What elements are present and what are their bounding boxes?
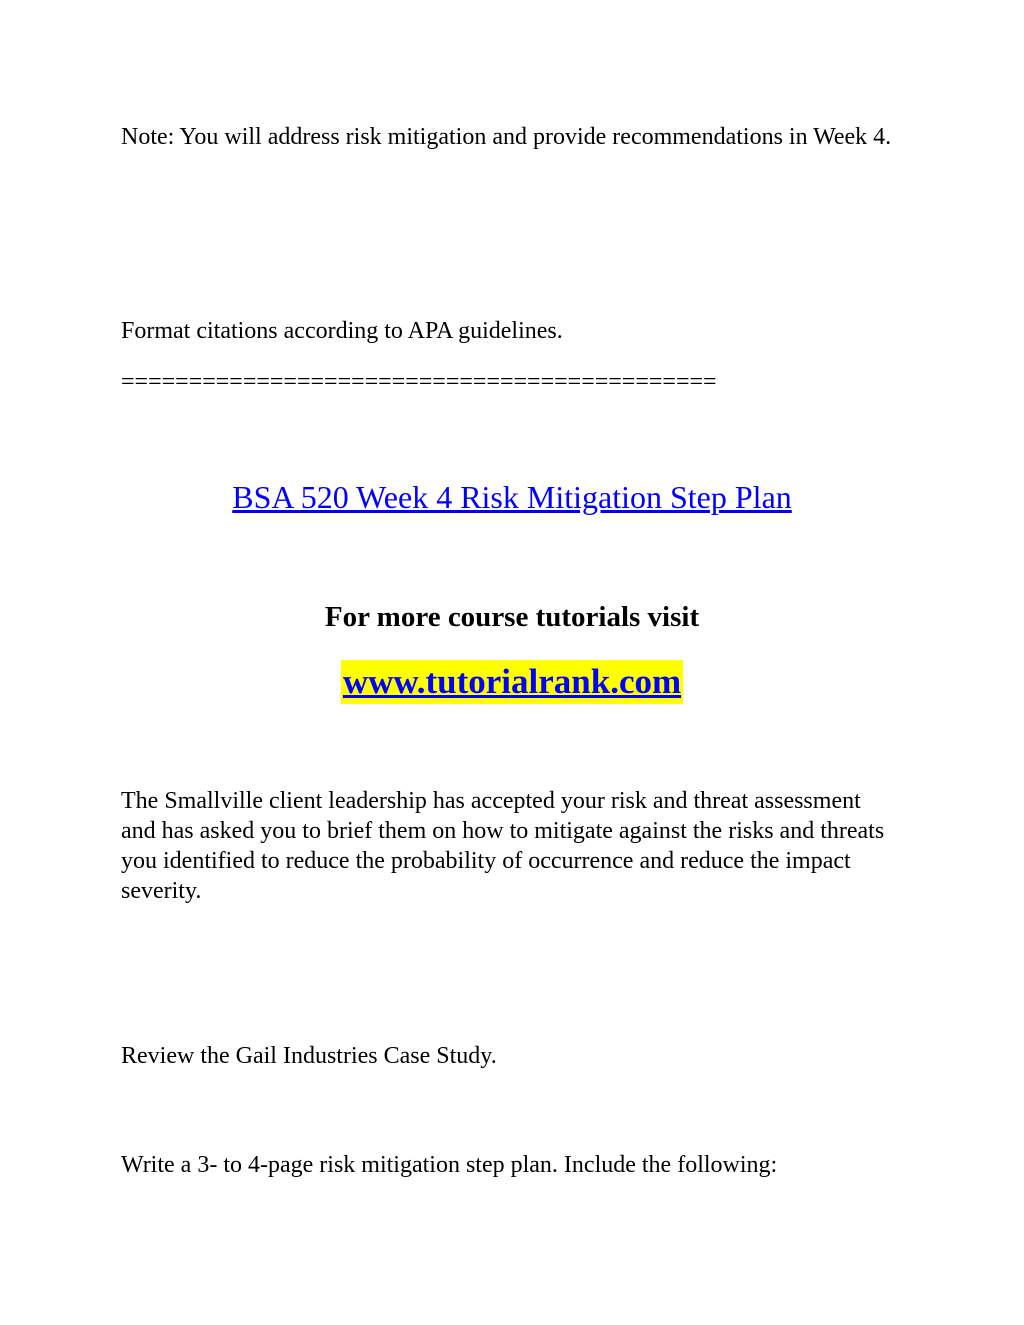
review-paragraph: Review the Gail Industries Case Study. <box>121 1043 497 1069</box>
document-title <box>0 477 1024 517</box>
divider-line: ============================================ <box>121 369 717 395</box>
intro-paragraph: The Smallville client leadership has accepted your risk and threat assessment and has asked you to brief them on how to mitigate against the risks and threats you identified to reduce the probability of occurrence and reduce the impact severity. <box>121 788 885 904</box>
site-link[interactable]: www.tutorialrank.com <box>341 660 683 704</box>
format-citations-paragraph: Format citations according to APA guidelines. <box>121 318 563 344</box>
more-tutorials-heading: For more course tutorials visit <box>324 601 700 633</box>
note-paragraph: Note: You will address risk mitigation and provide recommendations in Week 4. <box>121 124 892 150</box>
title-link[interactable]: BSA 520 Week 4 Risk Mitigation Step Plan <box>232 479 792 515</box>
site-link-container <box>0 660 1024 704</box>
write-paragraph: Write a 3- to 4-page risk mitigation step plan. Include the following: <box>121 1152 778 1178</box>
